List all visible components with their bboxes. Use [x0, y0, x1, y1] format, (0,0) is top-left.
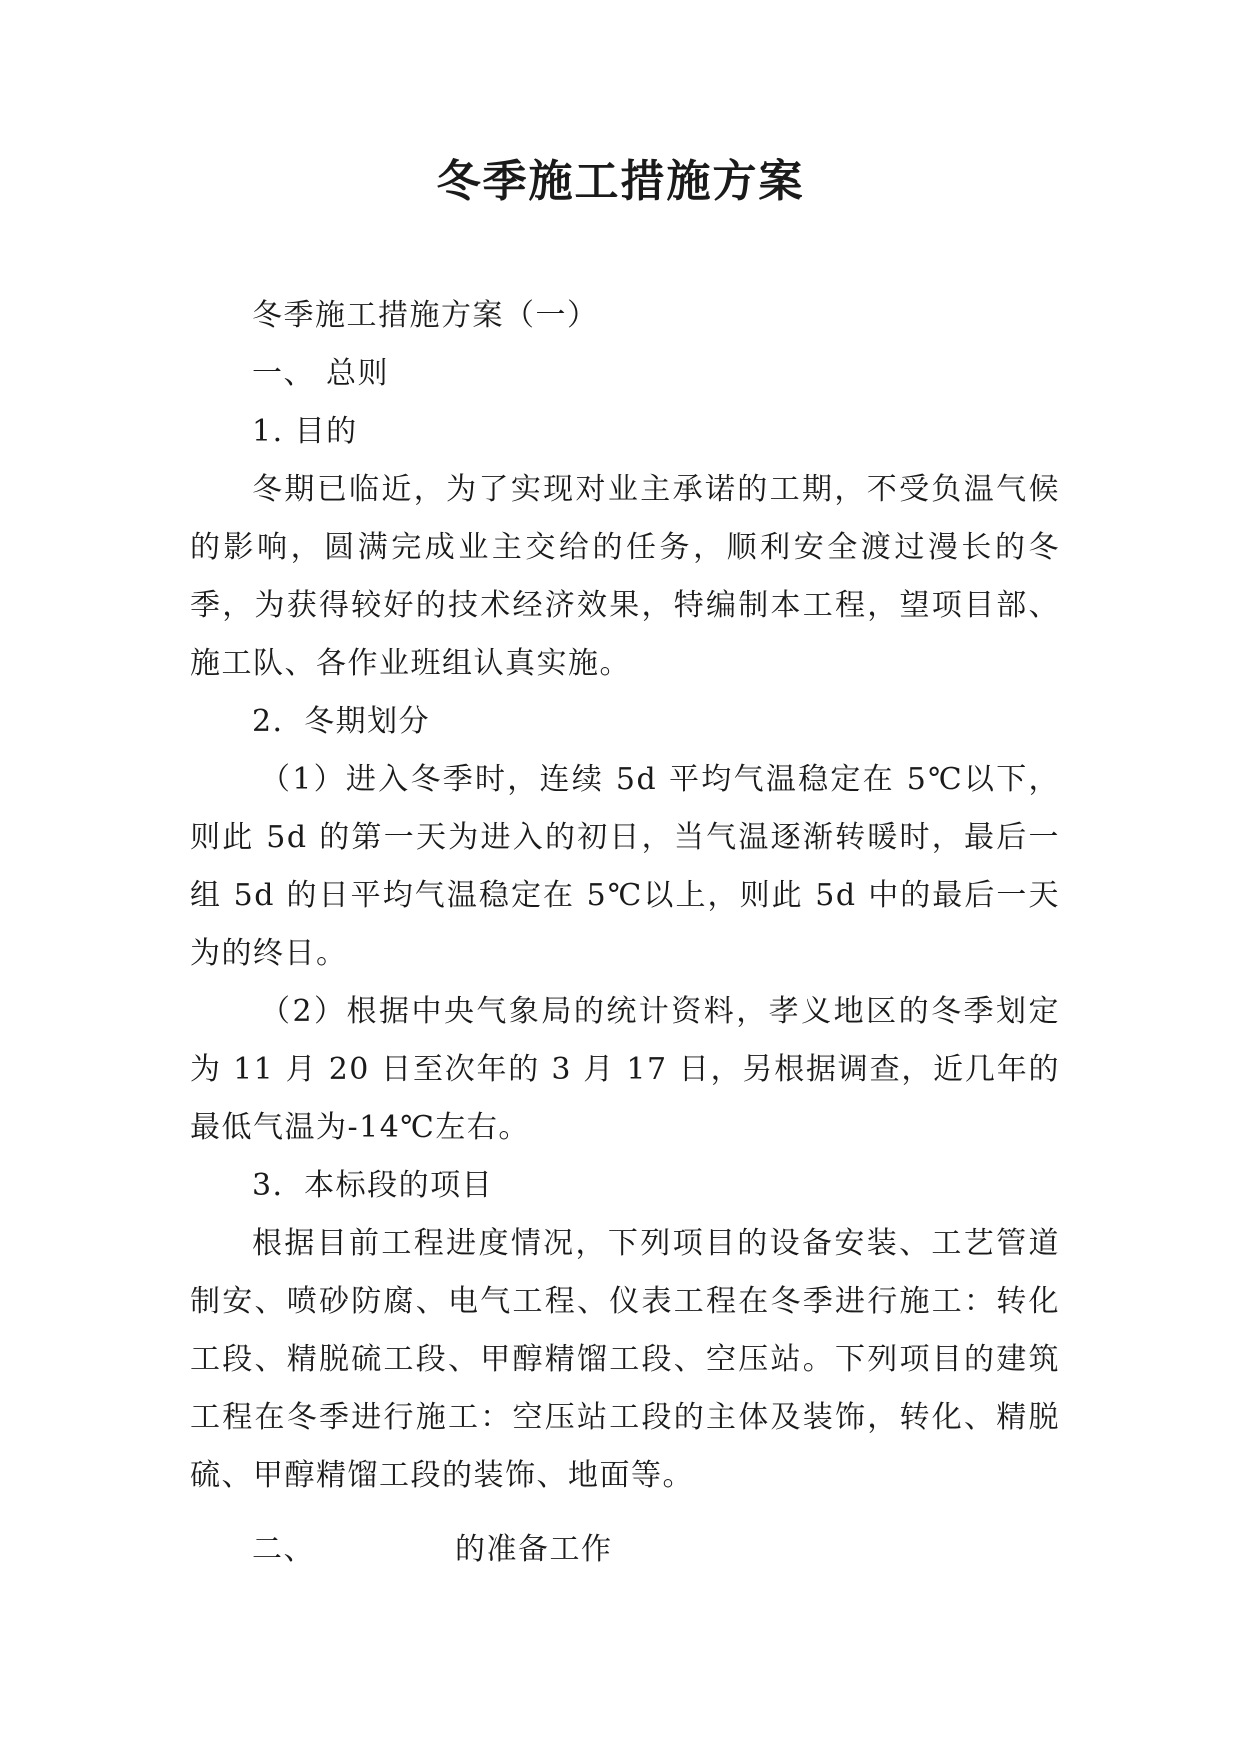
subtitle-paragraph: 冬季施工措施方案（一） [252, 298, 599, 333]
section-heading-preparation [190, 1521, 1060, 1579]
purpose-paragraph: 冬期已临近，为了实现对业主承诺的工期，不受负温气候的影响，圆满完成业主交给的任务，顺利安全渡过漫长的冬季，为获得较好的技术经济效果，特编制本工程，望项目部、施工队、各作业班组认真实施。 [190, 472, 1060, 681]
subheading-section-projects: 3．本标段的项目 [252, 1168, 494, 1203]
section-heading-general: 一、 总则 [252, 356, 390, 391]
projects-paragraph: 根据目前工程进度情况，下列项目的设备安装、工艺管道制安、喷砂防腐、电气工程、仪表工程在冬季进行施工：转化工段、精脱硫工段、甲醇精馏工段、空压站。下列项目的建筑工程在冬季进行施工：空压站工段的主体及装饰，转化、精脱硫、甲醇精馏工段的装饰、地面等。 [190, 1226, 1060, 1493]
document-body [190, 287, 1060, 1579]
subheading-purpose: 1. 目的 [252, 414, 358, 449]
subheading-winter-division: 2．冬期划分 [252, 704, 431, 739]
winter-division-item-2: （2）根据中央气象局的统计资料，孝义地区的冬季划定为 11 月 20 日至次年的 3 月 17 日，另根据调查，近几年的最低气温为-14℃左右。 [190, 994, 1060, 1145]
winter-division-item-1: （1）进入冬季时，连续 5d 平均气温稳定在 5℃以下，则此 5d 的第一天为进入的初日，当气温逐渐转暖时，最后一组 5d 的日平均气温稳定在 5℃以上，则此 5d 中的最后一天为的终日。 [190, 762, 1060, 971]
section2-suffix: 的准备工作 [455, 1532, 613, 1567]
section2-prefix: 二、 [252, 1532, 315, 1567]
document-title: 冬季施工措施方案 [436, 156, 805, 207]
